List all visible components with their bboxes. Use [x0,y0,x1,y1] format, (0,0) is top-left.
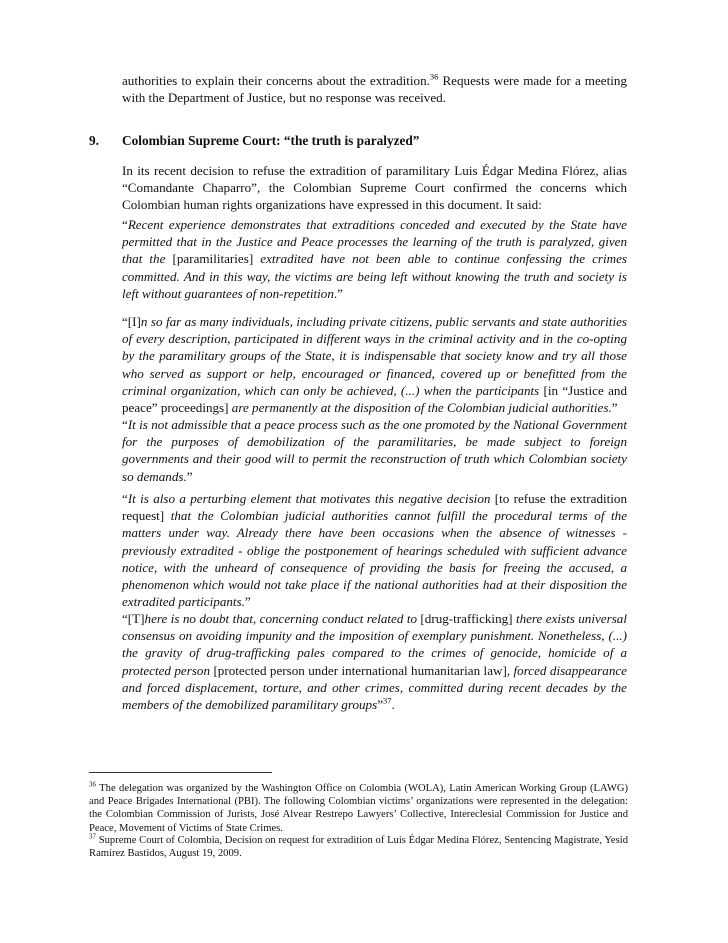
quote-text: are permanently at the disposition of the Colombian judicial authorities. [228,400,612,416]
quote-open: “ [122,417,128,432]
quote-open: “[I] [122,314,141,329]
quote-text: Recent experience demonstrates that extraditions conceded and executed by the State have permitted that in the Justice and Peace processes the learning of the truth is paralyzed, given that the [122,217,627,267]
footnote-36 [89,782,628,835]
footnote-number: 37 [89,832,96,841]
footnote-ref-37[interactable]: 37 [383,695,392,706]
intro-paragraph [122,72,627,106]
footnote-number: 36 [89,780,96,789]
section-title: Colombian Supreme Court: “the truth is paralyzed” [122,133,420,148]
quote-text: extradited have not been able to continue confessing the crimes committed. And in this way, the victims are being left without knowing the truth and society is left without guarantees of non-repetition [122,251,627,301]
quote-open: “[T] [122,611,145,626]
quote-insertion: [paramilitaries] [172,251,254,267]
quote-text: that the Colombian judicial authorities cannot fulfill the procedural terms of the matters under way. Already there have been occasions when the absence of witnesses - previously extradited - oblige the postponement of hearings scheduled with sufficient advance notice, with the unheard of consequence of providing the basis for freeing the accused, a phenomenon which would not take place if the national authorities had at their disposition the extradited participants. [122,508,627,610]
section-heading [89,133,419,149]
quote-close: .” [333,285,343,301]
quote-text: there exists universal consensus on avoiding impunity and the imposition of exemplary punishment. Nonetheless, (...) the gravity of drug-trafficking pales compared to the crimes of genocide, homicide of a protected person [122,611,627,678]
footnote-ref-36[interactable]: 36 [429,71,439,82]
quote-3 [122,416,627,485]
decision-paragraph: In its recent decision to refuse the extradition of paramilitary Luis Édgar Medina Flórez, alias “Comandante Chaparro”, the Colombian Supreme Court confirmed the concerns which Colombian human rights organizations have expressed in this document. It said: [122,163,627,213]
quote-insertion: [to refuse the extradition request] [122,491,627,524]
section-number: 9. [89,133,99,148]
quote-close: ” [186,468,193,484]
quote-open: “ [122,217,128,232]
quote-4 [122,490,627,610]
quote-insertion: [protected person under international humanitarian law] [213,662,507,678]
quote-text: It is not admissible that a peace process such as the one promoted by the National Government for the purposes of demobilization of the paramilitaries, be made subject to foreign governments and their good will to permit the reconstruction of truth which Colombian society so demands. [122,417,627,484]
quote-insertion: [in “Justice and peace” proceedings] [122,382,627,416]
quote-text: n so far as many individuals, including private citizens, public servants and state authorities of every description, participated in different ways in the criminal activity and in the co-opting by the paramilitary groups of the State, it is indispensable that society know and try all those who served as support or help, encouraged or financed, covered up or benefitted from the criminal organization, which can only be achieved, (...) when the participants [122,314,627,398]
quote-open: “ [122,491,128,506]
intro-text-continued: Requests were made for a meeting with the Department of Justice, but no response was received. [122,73,627,106]
quote-text: here is no doubt that, concerning conduct related to [144,611,421,626]
quote-end: . [391,697,395,713]
quote-1 [122,216,627,302]
intro-text: authorities to explain their concerns about the extradition. [122,73,430,88]
quote-5 [122,610,627,713]
quote-text: , forced disappearance and forced displacement, torture, and other crimes, committed during recent decades by the members of the demobilized paramilitary groups [122,662,627,713]
quote-insertion: [drug-trafficking] [420,611,513,626]
quote-text: It is also a perturbing element that motivates this negative decision [127,491,495,506]
footnote-divider [89,772,272,773]
footnote-37 [89,834,628,860]
quote-2 [122,313,627,416]
quote-close: ” [244,594,251,610]
quote-close: ” [377,697,383,713]
footnote-text: Supreme Court of Colombia, Decision on request for extradition of Luis Édgar Medina Flórez, Sentencing Magistrate, Yesid Ramírez Bastidos, August 19, 2009. [89,835,628,860]
footnote-text: The delegation was organized by the Washington Office on Colombia (WOLA), Latin American Working Group (LAWG) and Peace Brigades International (PBI). The following Colombian victims’ organizations were represented in the delegation: the Colombian Commission of Jurists, José Alvear Restrepo Lawyers’ Collective, Intereclesial Commission for Justice and Peace, Movement of Victims of State Crimes. [89,783,628,834]
quote-close: ” [611,400,618,416]
